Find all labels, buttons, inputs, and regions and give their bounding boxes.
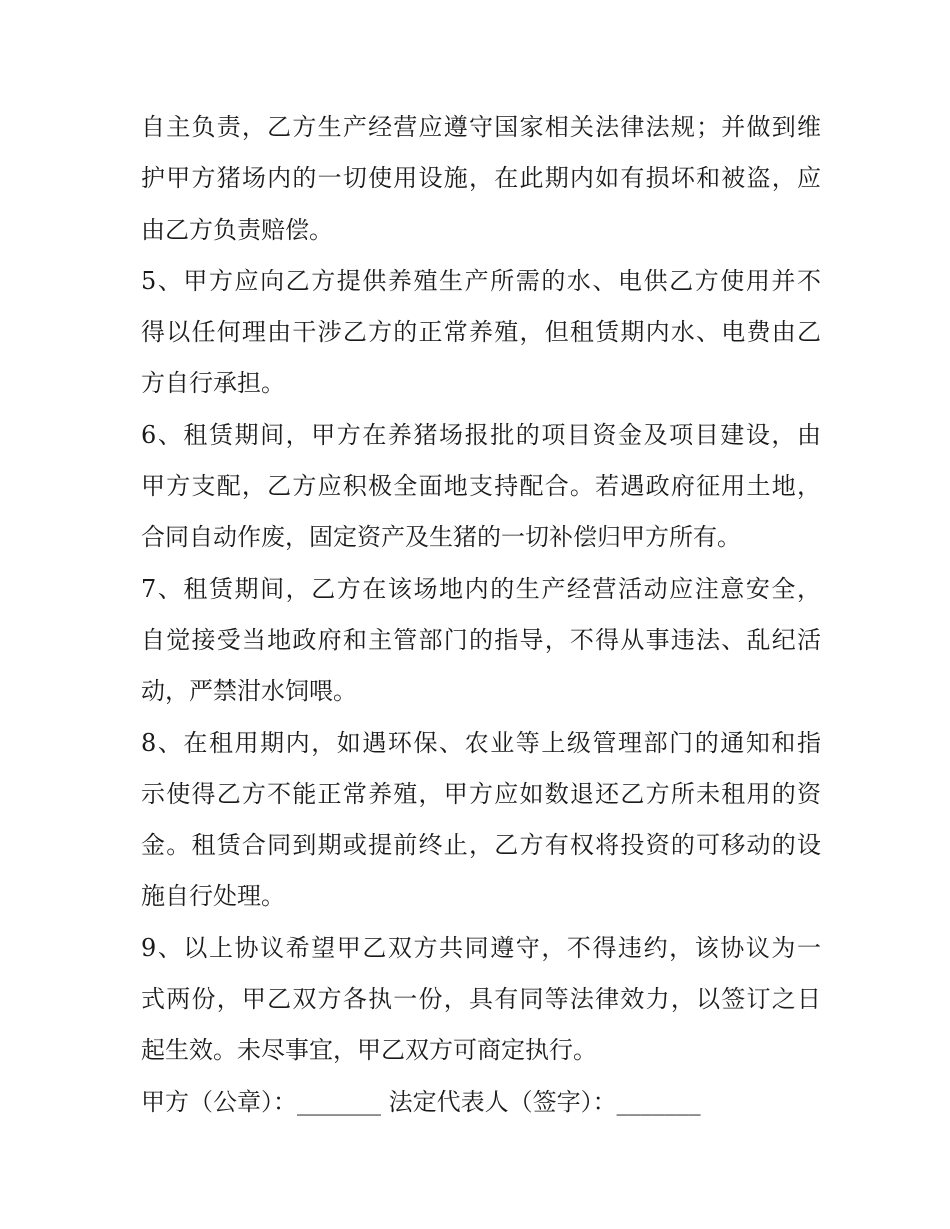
clause-7-line-3: 动，严禁泔水饲喂。: [141, 677, 357, 706]
clause-7-line-1: 7、租赁期间，乙方在该场地内的生产经营活动应注意安全，: [141, 574, 821, 603]
clause-9-line-3: 起生效。未尽事宜，甲乙双方可商定执行。: [141, 1036, 597, 1065]
clause-8-line-3: 金。租赁合同到期或提前终止，乙方有权将投资的可移动的设: [141, 831, 821, 860]
clause-4-line-3: 由乙方负责赔偿。: [141, 215, 333, 244]
clause-5-line-3: 方自行承担。: [141, 369, 285, 398]
clause-8-line-4: 施自行处理。: [141, 882, 285, 911]
clause-6-line-1: 6、租赁期间，甲方在养猪场报批的项目资金及项目建设，由: [141, 420, 821, 449]
clause-5-line-2: 得以任何理由干涉乙方的正常养殖，但租赁期内水、电费由乙: [141, 318, 821, 347]
clause-7-line-2: 自觉接受当地政府和主管部门的指导，不得从事违法、乱纪活: [141, 625, 821, 654]
clause-8-line-2: 示使得乙方不能正常养殖，甲方应如数退还乙方所未租用的资: [141, 779, 821, 808]
clause-4-line-2: 护甲方猪场内的一切使用设施，在此期内如有损坏和被盗，应: [141, 164, 821, 193]
clause-6-line-2: 甲方支配，乙方应积极全面地支持配合。若遇政府征用土地，: [141, 472, 821, 501]
signature-line: 甲方（公章）：_______ 法定代表人（签字）：_______: [141, 1087, 701, 1116]
clause-9-line-2: 式两份，甲乙双方各执一份，具有同等法律效力，以签订之日: [141, 985, 821, 1014]
clause-6-line-3: 合同自动作废，固定资产及生猪的一切补偿归甲方所有。: [141, 523, 741, 552]
document-page: [141, 102, 821, 1128]
clause-5-line-1: 5、甲方应向乙方提供养殖生产所需的水、电供乙方使用并不: [141, 266, 821, 295]
clause-9-line-1: 9、以上协议希望甲乙双方共同遵守，不得违约，该协议为一: [141, 933, 821, 962]
clause-4-line-1: 自主负责，乙方生产经营应遵守国家相关法律法规；并做到维: [141, 113, 821, 141]
clause-8-line-1: 8、在租用期内，如遇环保、农业等上级管理部门的通知和指: [141, 728, 821, 757]
